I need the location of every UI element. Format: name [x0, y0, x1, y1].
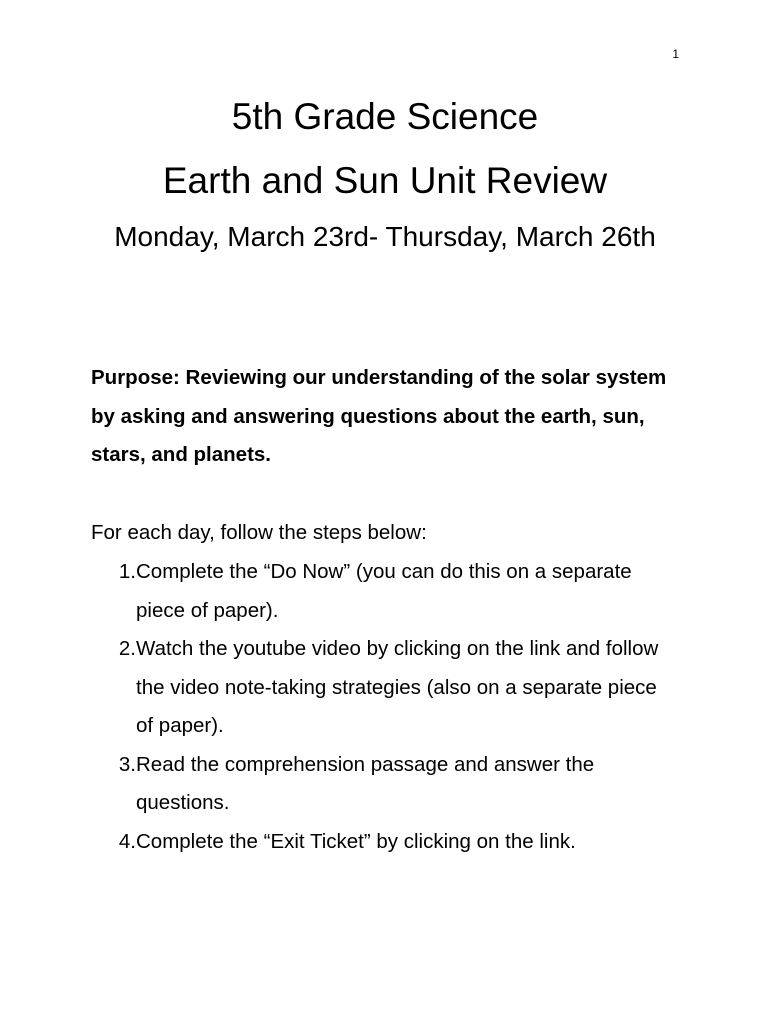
step-number: 2. — [118, 637, 136, 660]
title-block — [0, 94, 770, 263]
step-number: 3. — [118, 752, 136, 776]
step-text: Read the comprehension passage and answer the questions. — [136, 752, 595, 814]
step-number: 1. — [118, 560, 136, 583]
date-range: Monday, March 23rd- Thursday, March 26th — [114, 221, 656, 252]
step-text: Complete the “Exit Ticket” by clicking on the link. — [136, 829, 576, 853]
purpose-statement: Purpose: Reviewing our understanding of the solar system by asking and answering questions about the earth, sun, stars, and planets. — [91, 366, 667, 466]
document-title: 5th Grade Science — [231, 96, 539, 137]
step-text: Watch the youtube video by clicking on the link and follow the video note-taking strategies (also on a separate piece of paper). — [136, 637, 659, 737]
steps-intro: For each day, follow the steps below: — [91, 521, 427, 544]
page-number: 1 — [672, 47, 679, 61]
step-item — [91, 630, 671, 746]
steps-list — [91, 553, 671, 861]
step-number: 4. — [118, 829, 136, 853]
step-text: Complete the “Do Now” (you can do this on a separate piece of paper). — [136, 560, 632, 622]
step-item — [91, 746, 671, 823]
document-subtitle: Earth and Sun Unit Review — [162, 160, 608, 201]
step-item — [91, 823, 671, 862]
step-item — [91, 553, 671, 630]
